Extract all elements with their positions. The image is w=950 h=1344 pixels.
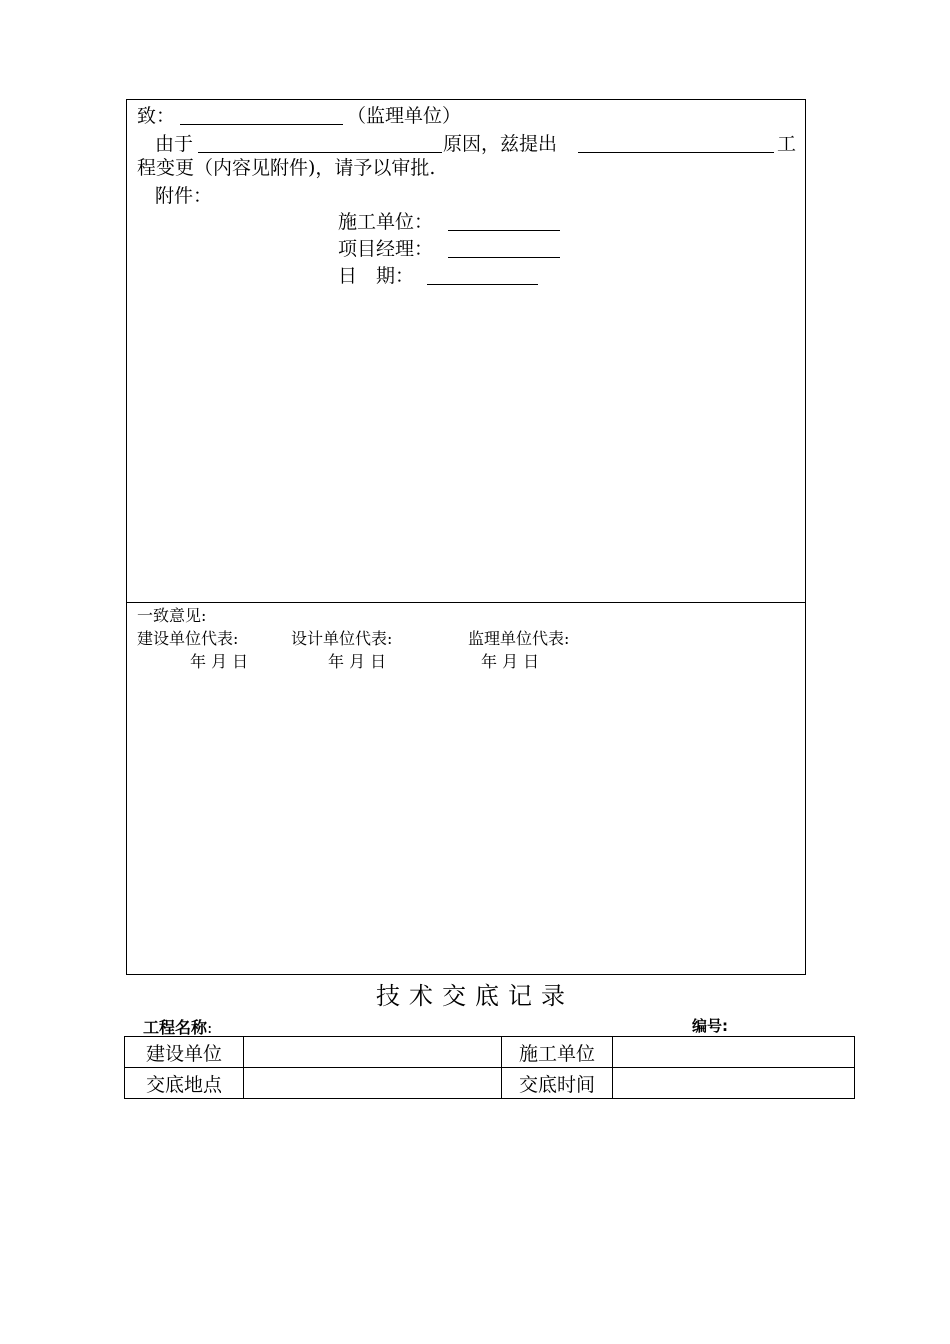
opinion-label: 一致意见: <box>137 606 207 625</box>
supervisor-unit-field[interactable] <box>180 124 343 125</box>
supervisor-rep-date: 年 月 日 <box>481 652 540 671</box>
form-divider <box>126 602 806 603</box>
supervisor-unit-suffix: （监理单位） <box>347 105 462 127</box>
supervisor-rep-label: 监理单位代表: <box>468 629 570 648</box>
reason-line2: 程变更（内容见附件)，请予以审批. <box>137 157 436 179</box>
briefing-location-value[interactable] <box>244 1068 502 1099</box>
manager-field[interactable] <box>448 257 560 258</box>
date-label: 日 期： <box>338 265 415 287</box>
project-name-text: 工程名称 <box>143 1018 208 1037</box>
design-rep-label: 设计单位代表: <box>291 629 393 648</box>
design-rep-date: 年 月 日 <box>328 652 387 671</box>
owner-unit-value[interactable] <box>244 1037 502 1068</box>
project-name-label <box>143 1015 212 1038</box>
record-title: 技术交底记录 <box>376 982 574 1010</box>
briefing-location-label: 交底地点 <box>125 1068 244 1099</box>
date-field[interactable] <box>427 284 538 285</box>
briefing-time-value[interactable] <box>613 1068 855 1099</box>
change-content-field[interactable] <box>578 152 774 153</box>
to-label: 致： <box>137 105 176 127</box>
reason-tail: 工 <box>777 133 797 155</box>
reason-prefix: 由于 <box>155 133 194 155</box>
number-label: 编号: <box>692 1017 728 1035</box>
contractor-unit-value[interactable] <box>613 1037 855 1068</box>
attachment-label: 附件： <box>155 185 213 207</box>
record-table <box>124 1036 855 1099</box>
briefing-time-label: 交底时间 <box>502 1068 613 1099</box>
contractor-label: 施工单位： <box>338 211 434 233</box>
contractor-field[interactable] <box>448 230 560 231</box>
owner-unit-label: 建设单位 <box>125 1037 244 1068</box>
manager-label: 项目经理： <box>338 238 434 260</box>
project-name-colon: : <box>207 1018 213 1037</box>
owner-rep-label: 建设单位代表: <box>137 629 239 648</box>
reason-field[interactable] <box>198 152 442 153</box>
table-row <box>125 1068 855 1099</box>
owner-rep-date: 年 月 日 <box>190 652 249 671</box>
reason-mid: 原因，兹提出 <box>443 133 558 155</box>
table-row <box>125 1037 855 1068</box>
contractor-unit-label: 施工单位 <box>502 1037 613 1068</box>
